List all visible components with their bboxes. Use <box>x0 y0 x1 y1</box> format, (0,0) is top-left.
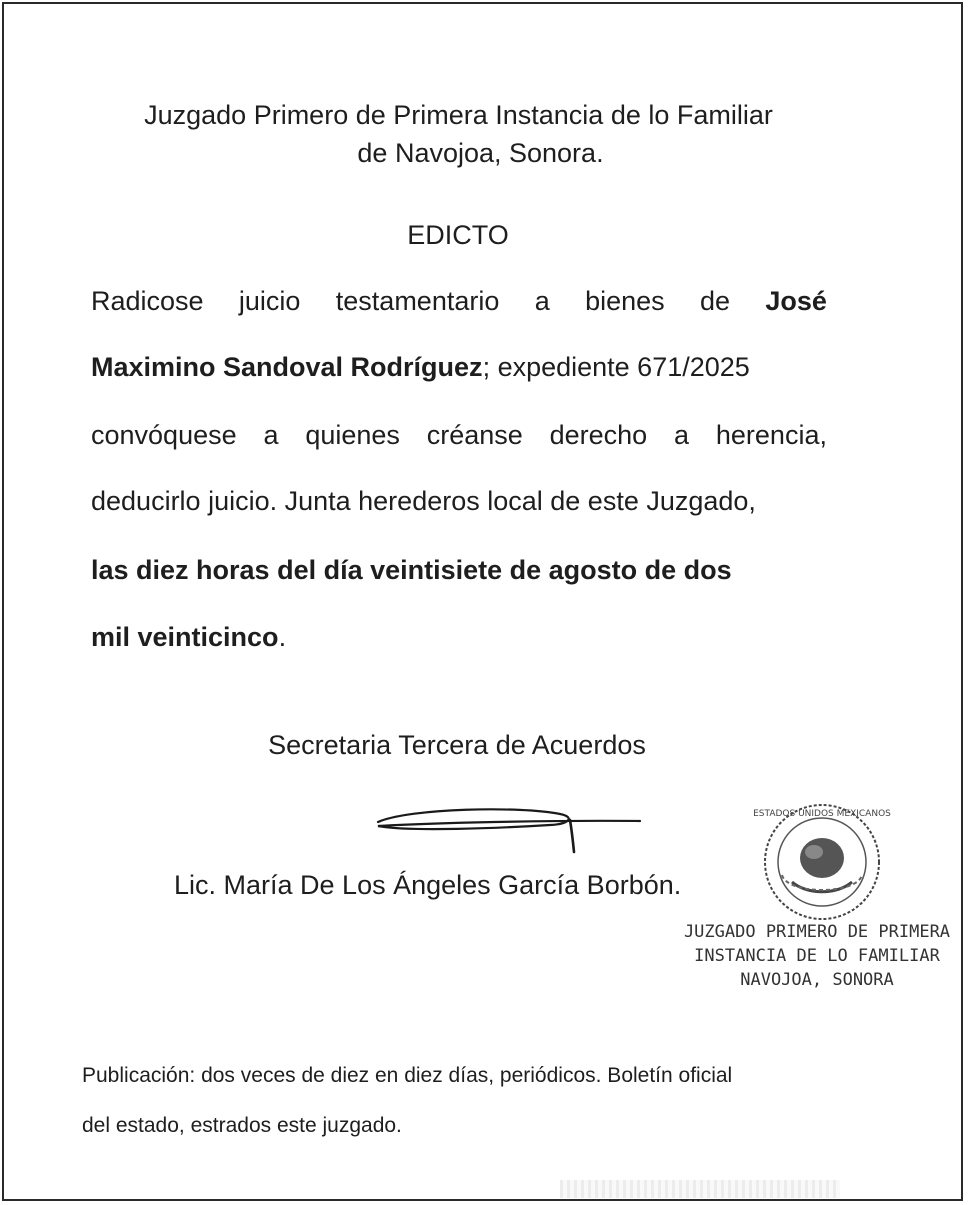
seal-icon <box>752 800 892 925</box>
publication-line-1: Publicación: dos veces de diez en diez días, periódicos. Boletín oficial <box>82 1064 733 1087</box>
document-title: EDICTO <box>407 220 509 250</box>
seal-text: ESTADOS UNIDOS MEXICANOS <box>753 809 891 819</box>
body-line-2: Maximino Sandoval Rodríguez; expediente 671/2025 <box>91 352 750 382</box>
hearing-date-line: las diez horas del día veintisiete de agosto de dos <box>91 555 732 585</box>
scan-artifact <box>560 1180 840 1198</box>
body-line-1: Radicose juicio testamentario a bienes de José <box>91 286 827 316</box>
document-frame <box>2 2 963 1201</box>
body-line-4: deducirlo juicio. Junta herederos local de este Juzgado, <box>91 486 756 516</box>
stamp-line-1: JUZGADO PRIMERO DE PRIMERA <box>683 922 951 942</box>
court-name-line-1: Juzgado Primero de Primera Instancia de lo Familiar <box>144 100 773 130</box>
body-line-3: convóquese a quienes créanse derecho a herencia, <box>91 420 827 450</box>
body-line-6: mil veinticinco. <box>91 622 287 652</box>
secretaria-title: Secretaria Tercera de Acuerdos <box>268 730 646 760</box>
court-name-line-2: de Navojoa, Sonora. <box>357 138 604 168</box>
stamp-line-3: NAVOJOA, SONORA <box>740 970 894 990</box>
testator-name: Maximino Sandoval Rodríguez <box>91 352 483 382</box>
publication-line-2: del estado, estrados este juzgado. <box>82 1114 402 1137</box>
stamp-line-2: INSTANCIA DE LO FAMILIAR <box>694 946 940 966</box>
signer-name: Lic. María De Los Ángeles García Borbón. <box>174 870 682 900</box>
signature-icon <box>370 800 660 860</box>
